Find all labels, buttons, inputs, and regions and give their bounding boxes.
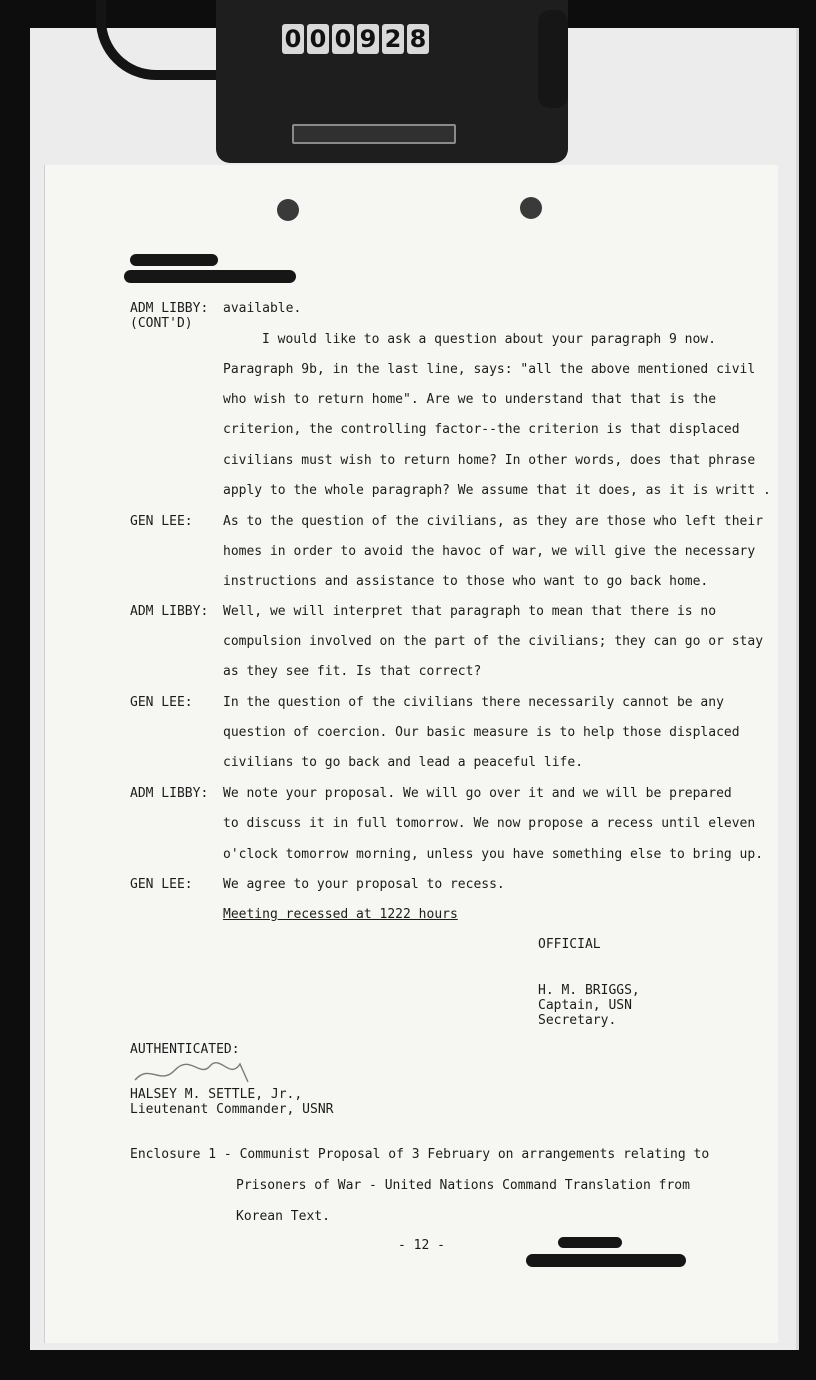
dialogue-line: criterion, the controlling factor--the criterion is that displaced (223, 422, 740, 437)
punch-hole (277, 199, 299, 221)
frame-counter (282, 24, 429, 54)
counter-knob (538, 10, 568, 108)
recess-note: Meeting recessed at 1222 hours (223, 907, 458, 922)
signatory-rank: Captain, USN (538, 998, 632, 1013)
counter-digit: 0 (332, 24, 354, 54)
speaker-label: ADM LIBBY: (130, 604, 209, 619)
handwritten-signature (130, 1058, 260, 1088)
dialogue-line: to discuss it in full tomorrow. We now propose a recess until eleven (223, 816, 756, 831)
counter-digit: 9 (357, 24, 379, 54)
dialogue-line: instructions and assistance to those who want to go back home. (223, 574, 709, 589)
enclosure-line: Korean Text. (236, 1209, 330, 1224)
redaction-mark (130, 254, 218, 266)
speaker-label: GEN LEE: (130, 877, 193, 892)
dialogue-line: civilians to go back and lead a peaceful life. (223, 755, 584, 770)
counter-digit: 0 (307, 24, 329, 54)
dialogue-line: question of coercion. Our basic measure is to help those displaced (223, 725, 740, 740)
dialogue-line: We agree to your proposal to recess. (223, 877, 505, 892)
dialogue-line: We note your proposal. We will go over it and we will be prepared (223, 786, 732, 801)
punch-hole (520, 197, 542, 219)
dialogue-line: As to the question of the civilians, as they are those who left their (223, 514, 764, 529)
dialogue-line: apply to the whole paragraph? We assume that it does, as it is writt . (223, 483, 771, 498)
enclosure-line: Prisoners of War - United Nations Command Translation from (236, 1178, 690, 1193)
dialogue-line: I would like to ask a question about your paragraph 9 now. (262, 332, 716, 347)
redaction-mark (526, 1254, 686, 1267)
continued-label: (CONT'D) (130, 316, 193, 331)
dialogue-line: homes in order to avoid the havoc of war, we will give the necessary (223, 544, 756, 559)
dialogue-line: In the question of the civilians there necessarily cannot be any (223, 695, 724, 710)
dialogue-line: compulsion involved on the part of the civilians; they can go or stay (223, 634, 764, 649)
dialogue-line: Paragraph 9b, in the last line, says: "all the above mentioned civil (223, 362, 756, 377)
authenticated-label: AUTHENTICATED: (130, 1042, 240, 1057)
counter-digit: 2 (382, 24, 404, 54)
counter-slot (292, 124, 456, 144)
redaction-mark (558, 1237, 622, 1248)
dialogue-line: o'clock tomorrow morning, unless you have something else to bring up. (223, 847, 764, 862)
dialogue-line: civilians must wish to return home? In other words, does that phrase (223, 453, 756, 468)
authenticator-rank: Lieutenant Commander, USNR (130, 1102, 334, 1117)
page-number: - 12 - (398, 1238, 445, 1253)
official-label: OFFICIAL (538, 937, 601, 952)
dialogue-line: Well, we will interpret that paragraph to mean that there is no (223, 604, 717, 619)
counter-digit: 8 (407, 24, 429, 54)
speaker-label: ADM LIBBY: (130, 301, 209, 316)
counter-digit: 0 (282, 24, 304, 54)
dialogue-line: as they see fit. Is that correct? (223, 664, 482, 679)
speaker-label: GEN LEE: (130, 514, 193, 529)
dialogue-line: who wish to return home". Are we to understand that that is the (223, 392, 717, 407)
signatory-title: Secretary. (538, 1013, 617, 1028)
dialogue-line: available. (223, 301, 302, 316)
speaker-label: ADM LIBBY: (130, 786, 209, 801)
signatory-name: H. M. BRIGGS, (538, 983, 640, 998)
redaction-mark (124, 270, 296, 283)
enclosure-line: Enclosure 1 - Communist Proposal of 3 February on arrangements relating to (130, 1147, 710, 1162)
authenticator-name: HALSEY M. SETTLE, Jr., (130, 1087, 303, 1102)
speaker-label: GEN LEE: (130, 695, 193, 710)
